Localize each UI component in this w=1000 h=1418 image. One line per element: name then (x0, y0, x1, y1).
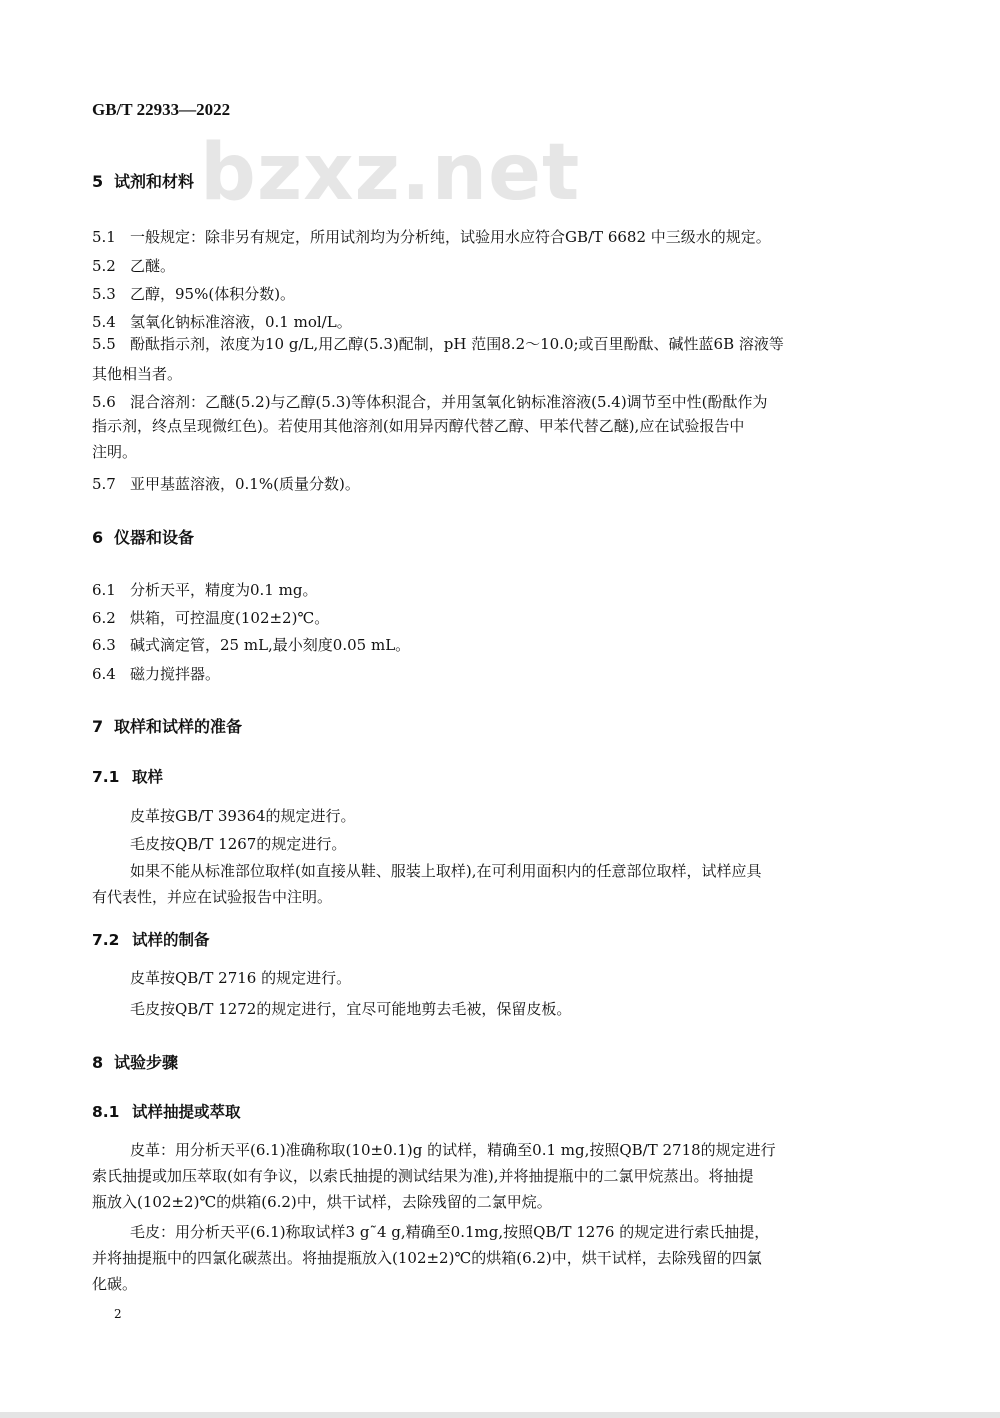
item-text: 一般规定：除非另有规定，所用试剂均为分析纯，试验用水应符合GB/T 6682 中三级水的规定。 (130, 228, 771, 246)
item-text: 氢氧化钠标准溶液，0.1 mol/L。 (130, 313, 352, 331)
item-5-6-continued: 指示剂，终点呈现微红色)。若使用其他溶剂(如用异丙醇代替乙醇、甲苯代替乙醚),应在试验报告中 (92, 417, 745, 435)
section-number: 7 (92, 717, 104, 736)
section-heading-5 (92, 172, 194, 192)
document-id: GB/T 22933—2022 (92, 100, 231, 119)
item-6-3 (92, 635, 410, 655)
item-text: 磁力搅拌器。 (130, 665, 221, 683)
page-number: 2 (114, 1307, 122, 1321)
paragraph-8-1-leather-continued-2: 瓶放入(102±2)℃的烘箱(6.2)中，烘干试样，去除残留的二氯甲烷。 (92, 1193, 552, 1211)
item-number: 5.1 (92, 228, 116, 246)
section-heading-8 (92, 1053, 178, 1073)
subsection-heading-8-1 (92, 1102, 241, 1122)
item-number: 6.2 (92, 609, 116, 627)
page-bottom-edge (0, 1412, 1000, 1418)
item-text: 亚甲基蓝溶液，0.1%(质量分数)。 (130, 475, 360, 493)
section-number: 8 (92, 1053, 104, 1072)
item-6-4 (92, 664, 220, 684)
paragraph-8-1-leather-continued: 索氏抽提或加压萃取(如有争议，以索氏抽提的测试结果为准),并将抽提瓶中的二氯甲烷蒸出。将抽提 (92, 1167, 754, 1185)
paragraph-7-1-other-continued: 有代表性，并应在试验报告中注明。 (92, 888, 333, 906)
item-number: 5.7 (92, 475, 116, 493)
section-number: 7.2 (92, 931, 120, 949)
section-number: 6 (92, 528, 104, 547)
section-title: 试剂和材料 (114, 172, 195, 191)
item-number: 6.1 (92, 581, 116, 599)
item-number: 5.2 (92, 257, 116, 275)
item-text: 酚酞指示剂，浓度为10 g/L,用乙醇(5.3)配制，pH 范围8.2～10.0;或百里酚酞、碱性蓝6B 溶液等 (130, 335, 784, 353)
section-heading-6 (92, 528, 194, 548)
paragraph-8-1-leather: 皮革：用分析天平(6.1)准确称取(10±0.1)g 的试样，精确至0.1 mg,按照QB/T 2718的规定进行 (130, 1141, 776, 1159)
paragraph-7-1-leather: 皮革按GB/T 39364的规定进行。 (130, 807, 356, 825)
paragraph-7-2-fur: 毛皮按QB/T 1272的规定进行，宜尽可能地剪去毛被，保留皮板。 (130, 1000, 572, 1018)
paragraph-7-2-leather: 皮革按QB/T 2716 的规定进行。 (130, 969, 352, 987)
item-number: 5.3 (92, 285, 116, 303)
paragraph-8-1-fur-continued: 并将抽提瓶中的四氯化碳蒸出。将抽提瓶放入(102±2)℃的烘箱(6.2)中，烘干试样，去除残留的四氯 (92, 1249, 762, 1267)
item-number: 6.3 (92, 636, 116, 654)
section-title: 仪器和设备 (114, 528, 195, 547)
item-6-2 (92, 608, 329, 628)
item-5-2 (92, 256, 175, 276)
section-title: 试样的制备 (132, 931, 210, 949)
item-6-1 (92, 580, 317, 600)
paragraph-7-1-fur: 毛皮按QB/T 1267的规定进行。 (130, 835, 347, 853)
item-5-1 (92, 227, 771, 247)
section-heading-7 (92, 717, 242, 737)
section-title: 取样 (132, 768, 164, 786)
item-number: 5.5 (92, 335, 116, 353)
section-title: 试样抽提或萃取 (132, 1103, 241, 1121)
section-number: 5 (92, 172, 104, 191)
item-5-6 (92, 392, 768, 412)
item-text: 烘箱，可控温度(102±2)℃。 (130, 609, 330, 627)
section-number: 8.1 (92, 1103, 120, 1121)
item-5-5-continued: 其他相当者。 (92, 365, 183, 383)
item-text: 乙醇，95%(体积分数)。 (130, 285, 296, 303)
item-text: 分析天平，精度为0.1 mg。 (130, 581, 318, 599)
paragraph-7-1-other: 如果不能从标准部位取样(如直接从鞋、服装上取样),在可利用面积内的任意部位取样，试样应具 (130, 862, 762, 880)
paragraph-8-1-fur-continued-2: 化碳。 (92, 1275, 138, 1293)
paragraph-8-1-fur: 毛皮：用分析天平(6.1)称取试样3 g˜4 g,精确至0.1mg,按照QB/T 1276 的规定进行索氏抽提， (130, 1223, 770, 1241)
item-5-3 (92, 284, 295, 304)
section-number: 7.1 (92, 768, 120, 786)
item-number: 6.4 (92, 665, 116, 683)
item-number: 5.6 (92, 393, 116, 411)
item-5-6-continued-2: 注明。 (92, 443, 138, 461)
item-5-5 (92, 334, 784, 354)
section-title: 试验步骤 (114, 1053, 179, 1072)
item-text: 乙醚。 (130, 257, 176, 275)
item-number: 5.4 (92, 313, 116, 331)
watermark: bzxz.net (200, 128, 581, 218)
item-text: 混合溶剂：乙醚(5.2)与乙醇(5.3)等体积混合，并用氢氧化钠标准溶液(5.4)调节至中性(酚酞作为 (130, 393, 768, 411)
item-5-4 (92, 312, 352, 332)
section-title: 取样和试样的准备 (114, 717, 243, 736)
item-5-7 (92, 474, 360, 494)
subsection-heading-7-1 (92, 767, 163, 787)
item-text: 碱式滴定管，25 mL,最小刻度0.05 mL。 (130, 636, 411, 654)
subsection-heading-7-2 (92, 930, 210, 950)
